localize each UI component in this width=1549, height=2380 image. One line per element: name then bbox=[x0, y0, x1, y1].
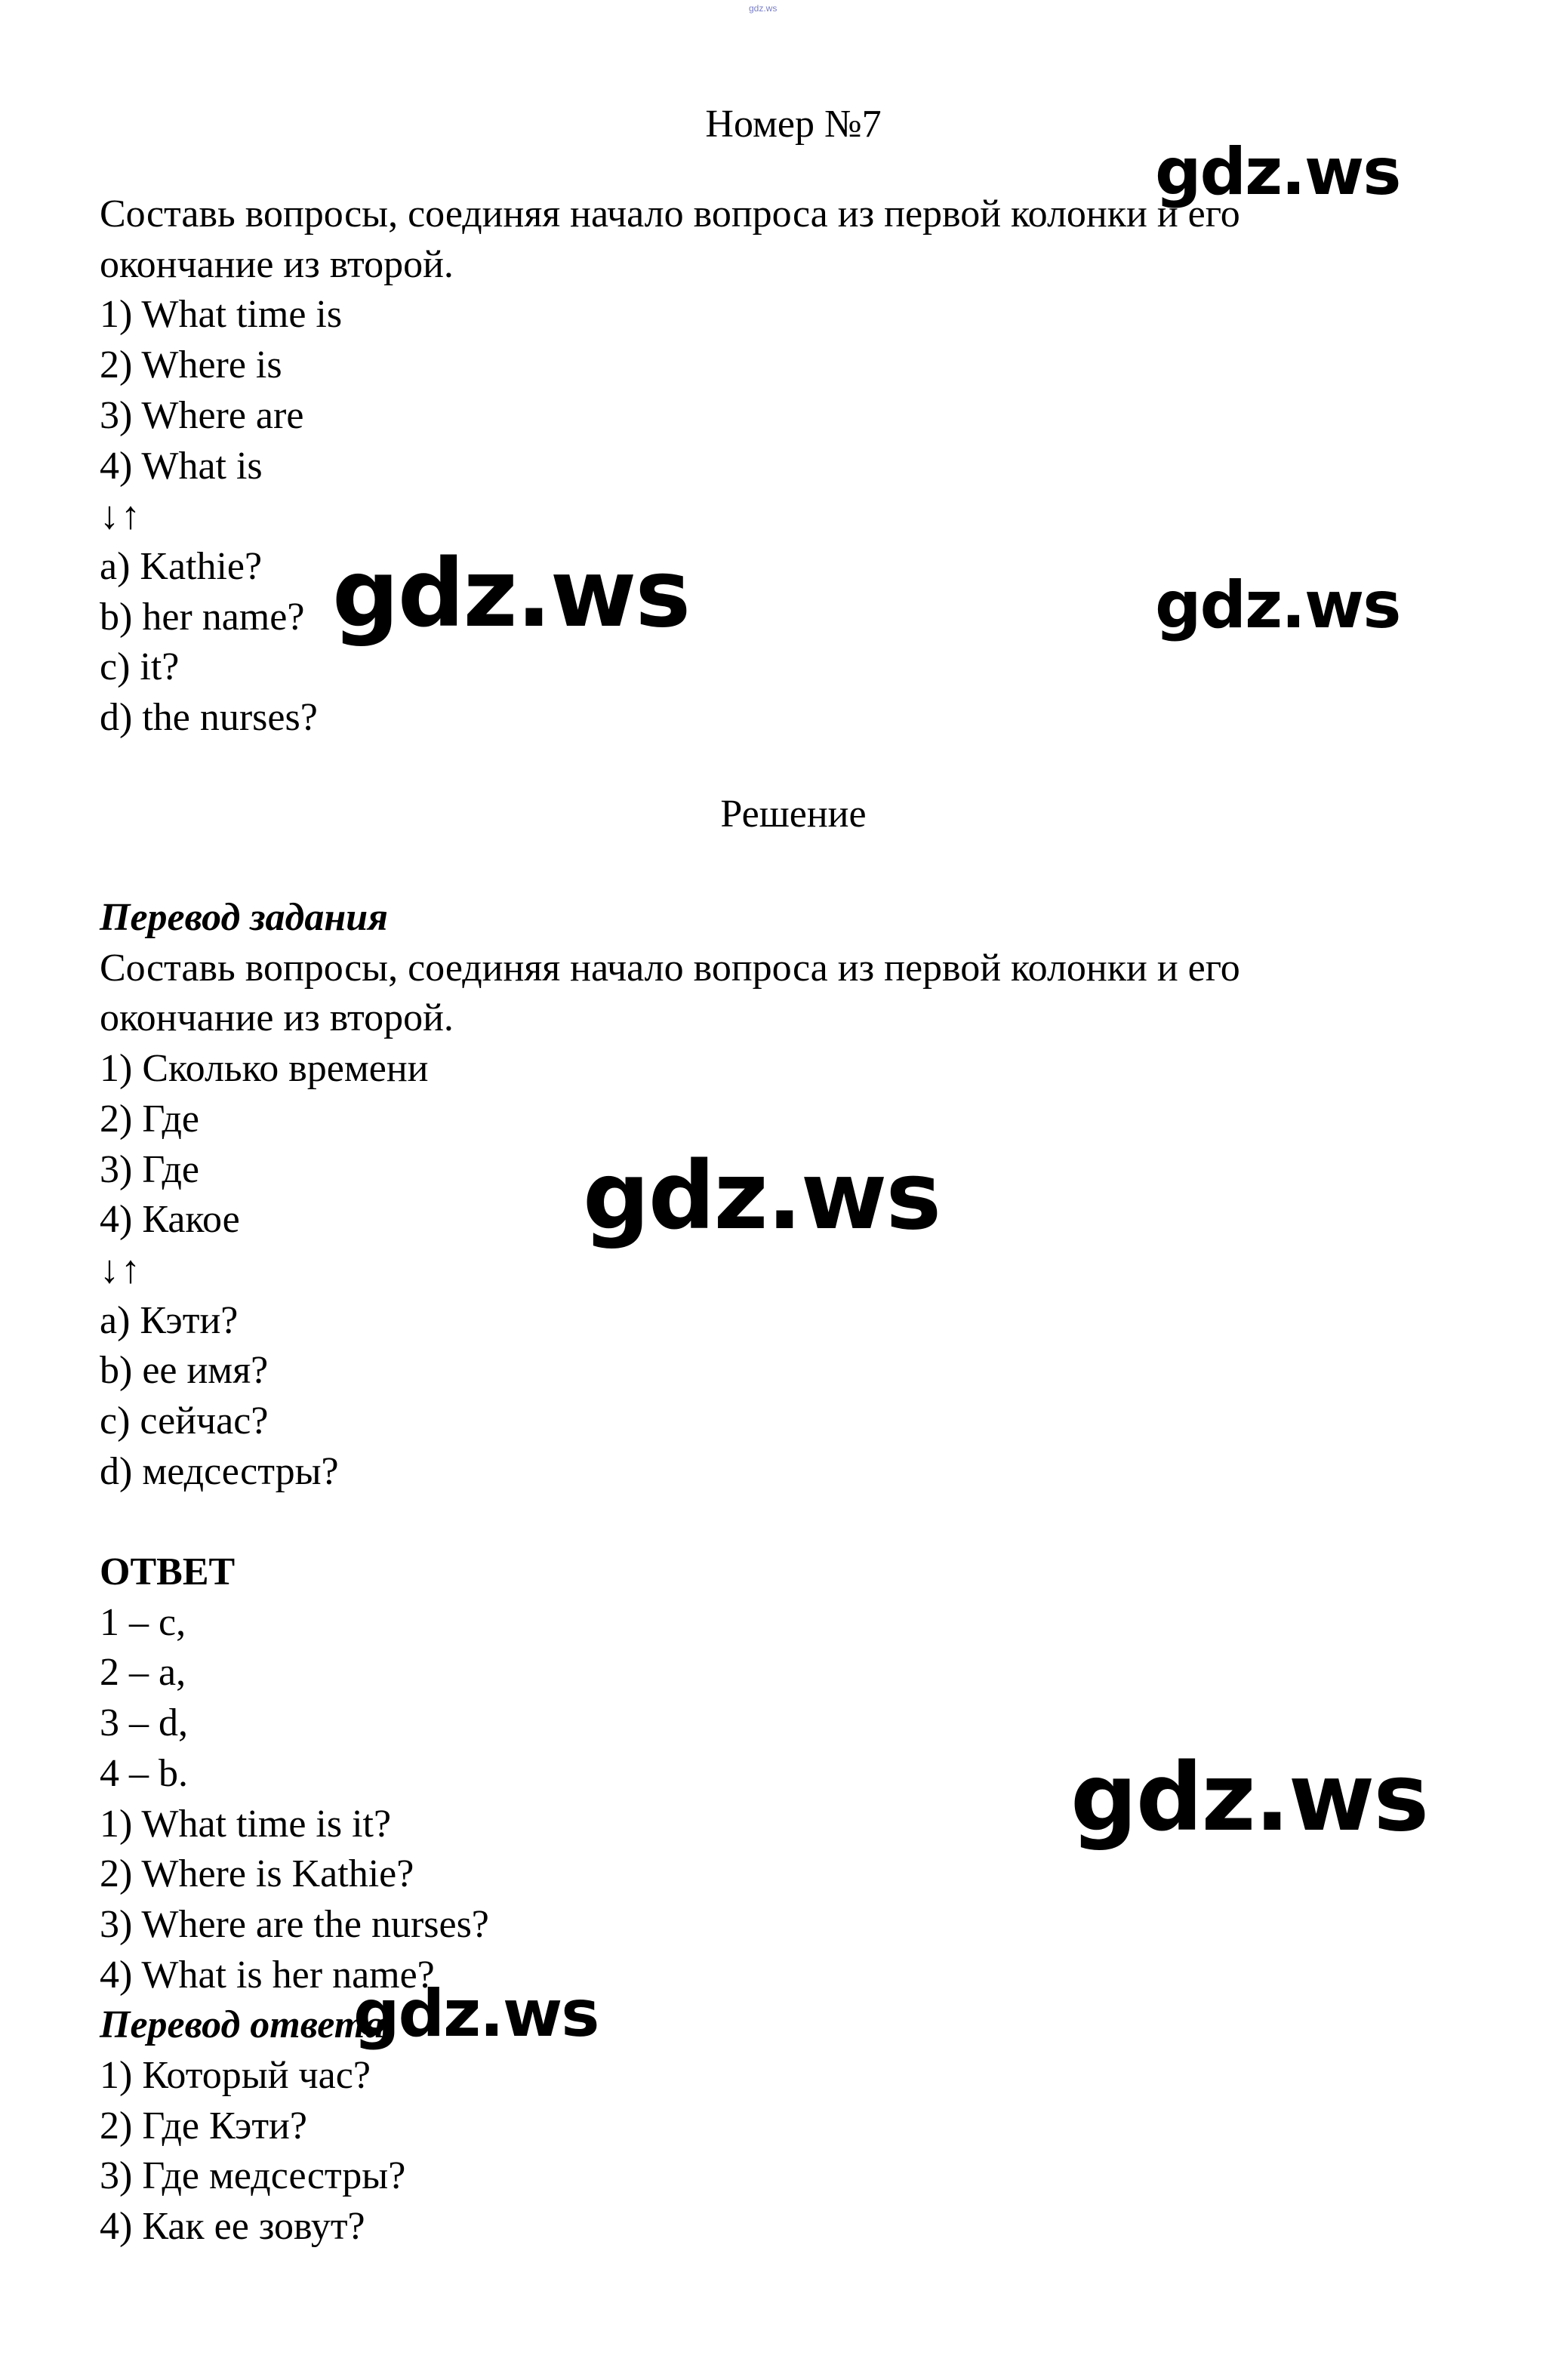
column1-item: 2) Where is bbox=[100, 343, 282, 387]
translation-heading: Перевод задания bbox=[100, 896, 388, 939]
column1-item: 4) What is bbox=[100, 444, 263, 488]
translated-column2-item: b) ее имя? bbox=[100, 1349, 269, 1393]
task-intro-line: Составь вопросы, соединяя начало вопроса из первой колонки и его bbox=[100, 192, 1240, 236]
answer-translation: 3) Где медсестры? bbox=[100, 2154, 406, 2198]
answer-sentence: 4) What is her name? bbox=[100, 1953, 435, 1997]
translation-intro-line: Составь вопросы, соединяя начало вопроса из первой колонки и его bbox=[100, 946, 1240, 990]
answer-sentence: 2) Where is Kathie? bbox=[100, 1852, 414, 1896]
answer-pair: 2 – a, bbox=[100, 1651, 186, 1695]
translated-column1-item: 4) Какое bbox=[100, 1198, 240, 1242]
answer-translation: 4) Как ее зовут? bbox=[100, 2205, 365, 2249]
column2-item: b) her name? bbox=[100, 595, 305, 639]
exercise-title: Номер №7 bbox=[705, 103, 882, 146]
answer-heading: ОТВЕТ bbox=[100, 1550, 236, 1593]
translated-column1-item: 2) Где bbox=[100, 1097, 200, 1141]
answer-sentence: 1) What time is it? bbox=[100, 1802, 392, 1846]
answer-sentence: 3) Where are the nurses? bbox=[100, 1902, 489, 1946]
top-watermark: gdz.ws bbox=[749, 3, 778, 14]
arrows-icon: ↓↑ bbox=[100, 1248, 142, 1292]
answer-pair: 1 – c, bbox=[100, 1600, 186, 1644]
solution-title: Решение bbox=[720, 793, 867, 836]
translated-column2-item: d) медсестры? bbox=[100, 1449, 339, 1493]
watermark: gdz.ws bbox=[1155, 568, 1400, 643]
watermark: gdz.ws bbox=[353, 1976, 599, 2052]
arrows-icon: ↓↑ bbox=[100, 494, 142, 538]
answer-pair: 4 – b. bbox=[100, 1751, 188, 1795]
column2-item: a) Kathie? bbox=[100, 544, 263, 588]
task-block bbox=[100, 189, 1458, 744]
translated-column2-item: a) Кэти? bbox=[100, 1298, 239, 1342]
answer-translation: 2) Где Кэти? bbox=[100, 2104, 307, 2148]
watermark: gdz.ws bbox=[583, 1142, 941, 1251]
translated-column1-item: 3) Где bbox=[100, 1147, 200, 1191]
answer-pair: 3 – d, bbox=[100, 1701, 188, 1745]
answer-translation: 1) Который час? bbox=[100, 2054, 371, 2098]
column2-item: d) the nurses? bbox=[100, 696, 318, 740]
column1-item: 1) What time is bbox=[100, 293, 343, 337]
answer-translation-heading: Перевод ответа bbox=[100, 2003, 385, 2047]
task-intro-line: окончание из второй. bbox=[100, 242, 454, 286]
watermark: gdz.ws bbox=[1070, 1744, 1428, 1852]
translation-intro-line: окончание из второй. bbox=[100, 996, 454, 1040]
column1-item: 3) Where are bbox=[100, 393, 304, 437]
column2-item: c) it? bbox=[100, 645, 180, 689]
answer-block bbox=[100, 1547, 1458, 2252]
translated-column2-item: c) сейчас? bbox=[100, 1399, 269, 1443]
watermark: gdz.ws bbox=[332, 540, 690, 648]
translated-column1-item: 1) Сколько времени bbox=[100, 1047, 429, 1091]
watermark: gdz.ws bbox=[1155, 134, 1400, 210]
